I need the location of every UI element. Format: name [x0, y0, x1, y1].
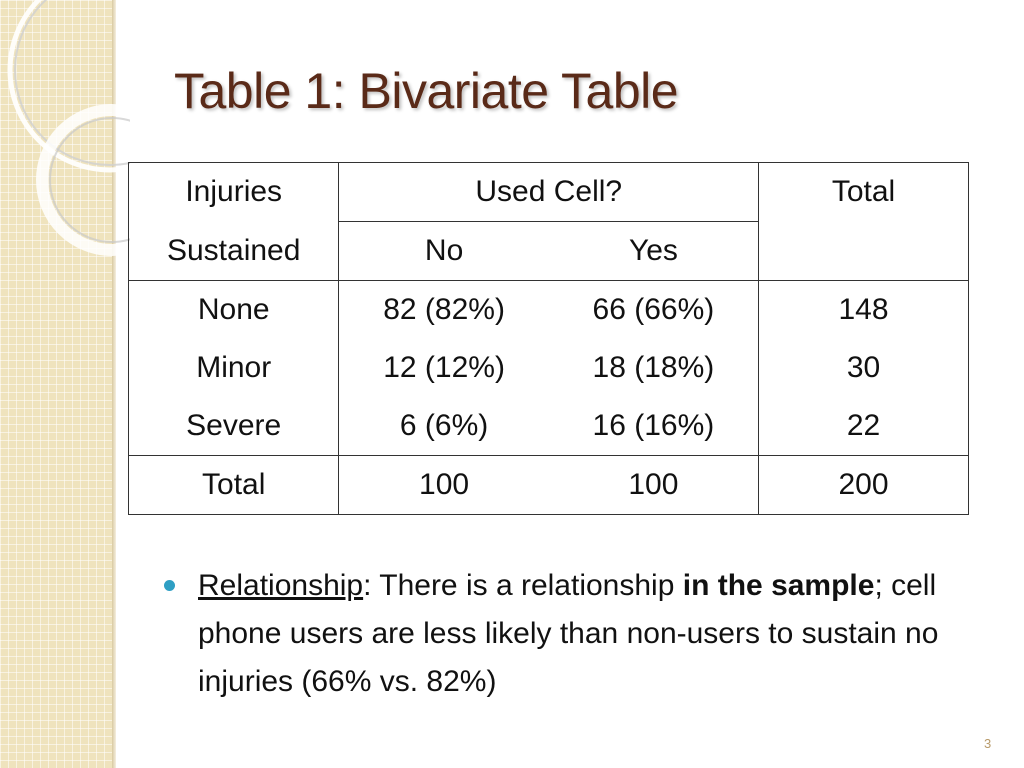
row-label-header-line2: Sustained: [129, 222, 339, 281]
bullet-bold-text: in the sample: [682, 569, 875, 602]
total-header: Total: [759, 163, 969, 281]
row-label: Severe: [129, 397, 339, 456]
table-row: [129, 397, 969, 456]
col-header-yes: Yes: [549, 222, 759, 281]
total-yes: 100: [549, 456, 759, 515]
bullet-text-b: ; cell phone users are less likely than non-users to sustain no injuries (66% vs. 82%): [198, 569, 939, 698]
bullet-item: [198, 562, 954, 706]
totals-label: Total: [129, 456, 339, 515]
cell-total: 148: [759, 281, 969, 340]
bullet-term: Relationship: [198, 569, 364, 602]
grand-total: 200: [759, 456, 969, 515]
bullet-text-a: There is a relationship: [371, 569, 683, 602]
bullet-icon: [164, 580, 175, 591]
col-header-no: No: [424, 234, 464, 267]
table-row: [129, 281, 969, 340]
table-row: [129, 339, 969, 397]
cell-yes: 16 (16%): [549, 397, 759, 456]
row-label: None: [129, 281, 339, 340]
decorative-circles: [0, 0, 130, 300]
bivariate-table: [128, 162, 969, 515]
row-label: Minor: [129, 339, 339, 397]
cell-yes: 18 (18%): [549, 339, 759, 397]
cell-no: 6 (6%): [399, 409, 489, 442]
page-number: 3: [984, 736, 992, 751]
bullet-colon: :: [363, 569, 372, 602]
cell-total: 30: [759, 339, 969, 397]
total-no: 100: [339, 456, 549, 515]
table-header-row: [129, 163, 969, 222]
bullet-list: [164, 562, 954, 706]
slide-title: Table 1: Bivariate Table: [174, 63, 679, 119]
used-cell-header: Used Cell?: [339, 163, 759, 222]
cell-no: 82 (82%): [339, 281, 549, 340]
table-totals-row: [129, 456, 969, 515]
row-label-header-line1: Injuries: [129, 163, 339, 222]
cell-total: 22: [759, 397, 969, 456]
cell-yes: 66 (66%): [549, 281, 759, 340]
cell-no: 12 (12%): [383, 351, 505, 384]
